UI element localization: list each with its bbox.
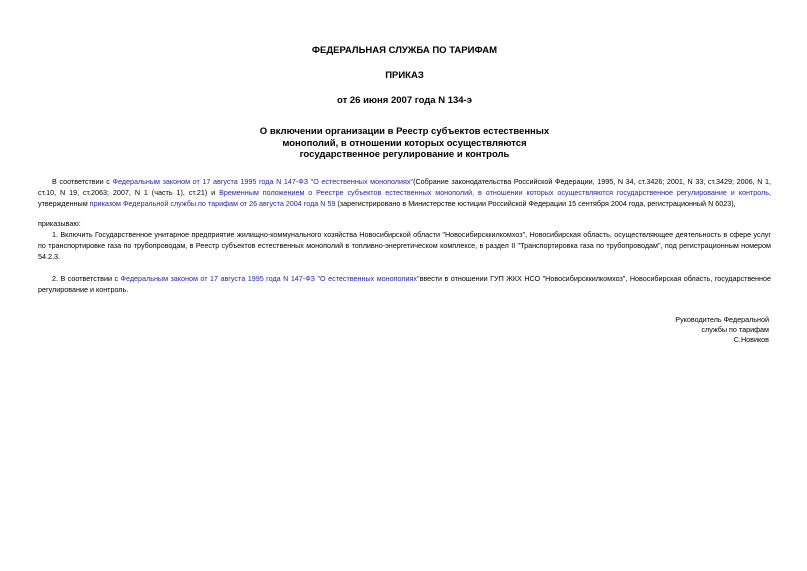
preamble-text: (зарегистрировано в Министерстве юстиции Российской Федерации 15 сентября 2004 года, регистрационный N 6023), — [335, 198, 736, 208]
clause-1-paragraph: 1. Включить Государственное унитарное предприятие жилищно-коммунального хозяйства Новосибирской области "Новосибирсккилкомхоз", Новосибирская область, осуществляющее деятельность в сфере услуг по транспортировке газа по трубопроводам, в Реестр субъектов естественных монополий в топливно-энергетическом комплексе, в раздел II "Транспортировка газа по трубопроводам", под регистрационным номером 54.2.3. — [38, 229, 771, 261]
preamble-text: , утвержденным — [38, 187, 771, 208]
preamble-text: (Собрание законодательства Российской Федерации, 1995, N 34, ст.3426; 2001, N 33, ст.3429; 2006, N 1, ст.10, N 19, ст.2063; 2007, N 1 (часть 1), ст.21) и — [38, 176, 772, 197]
federal-law-link[interactable]: Федеральным законом от 17 августа 1995 года N 147-ФЗ "О естественных монополиях" — [120, 273, 420, 283]
clause-2-text: 2. В соответствии с — [52, 273, 121, 283]
federal-law-link[interactable]: Федеральным законом от 17 августа 1995 года N 147-ФЗ "О естественных монополиях" — [112, 176, 414, 186]
fst-order-link[interactable]: приказом Федеральной службы по тарифам от 26 августа 2004 года N 59 — [89, 198, 336, 208]
title-line: монополий, в отношении которых осуществляются — [282, 137, 527, 149]
signature-line: С.Новиков — [733, 334, 769, 344]
agency-name: ФЕДЕРАЛЬНАЯ СЛУЖБА ПО ТАРИФАМ — [311, 45, 498, 56]
preamble-paragraph — [38, 176, 771, 209]
signature-block — [38, 315, 771, 345]
clause-2-paragraph — [38, 273, 771, 295]
temporary-regulation-link[interactable]: Временным положением о Реестре субъектов естественных монополий, в отношении которых осуществляются государственное регулирование и контроль — [219, 187, 769, 197]
document-title — [38, 107, 771, 161]
document-type: ПРИКАЗ — [385, 70, 424, 81]
title-line: государственное регулирование и контроль — [299, 149, 510, 160]
title-line: О включении организации в Реестр субъектов естественных — [259, 126, 550, 137]
signature-line: Руководитель Федеральной — [675, 314, 769, 324]
signature-line: службы по тарифам — [701, 324, 769, 334]
clause-2-text: ввести в отношении ГУП ЖКХ НСО "Новосибирсккилкомхоз", Новосибирская область, государственное регулирование и контроль. — [38, 273, 771, 294]
order-word: приказываю: — [38, 218, 81, 228]
document-date: от 26 июня 2007 года N 134-э — [337, 95, 472, 106]
preamble-text: В соответствии с — [52, 176, 113, 186]
